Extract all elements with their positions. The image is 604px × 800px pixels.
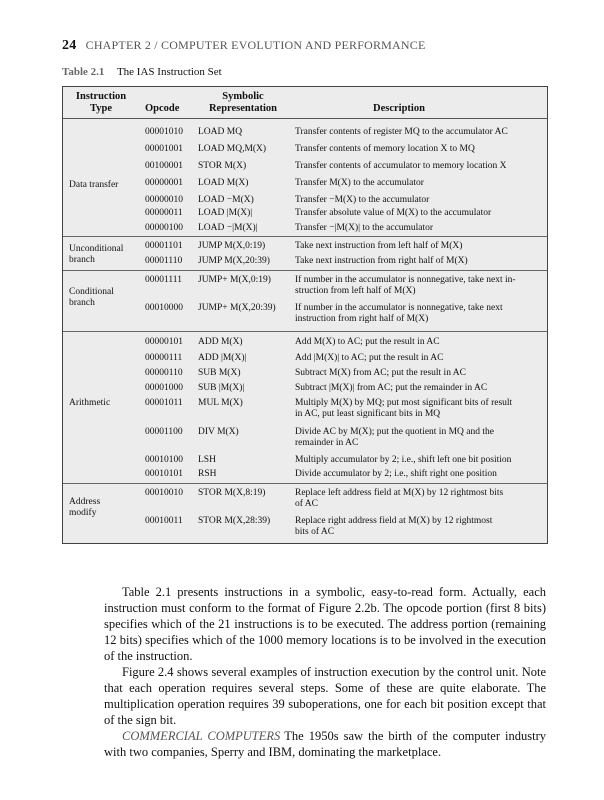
description-cell: [295, 427, 543, 449]
description-cell: Add M(X) to AC; put the result in AC: [295, 337, 440, 347]
description-line2: in AC, put least significant bits in MQ: [295, 409, 441, 419]
symbolic-cell: LOAD −M(X): [198, 195, 254, 205]
header-sym-line1: Symbolic: [222, 91, 264, 102]
paragraph-1: Table 2.1 presents instructions in a symbolic, easy-to-read form. Actually, each instruction must conform to the format of Figure 2.2b. The opcode portion (first 8 bits) specifies which of the 21 instructions is to be executed. The address portion (remaining 12 bits) specifies which of the 1000 memory locations is to be involved in the execution of the instruction.: [104, 585, 546, 663]
opcode-cell: 00001011: [145, 398, 183, 408]
description-cell: [295, 398, 543, 420]
opcode-cell: 00000001: [145, 178, 183, 188]
opcode-cell: 00000111: [145, 353, 183, 363]
description-cell: Subtract M(X) from AC; put the result in AC: [295, 368, 466, 378]
symbolic-cell: LOAD MQ,M(X): [198, 144, 267, 154]
table-number: Table 2.1: [62, 66, 105, 78]
description-cell: Multiply accumulator by 2; i.e., shift left one bit position: [295, 455, 512, 465]
description-cell: Take next instruction from right half of M(X): [295, 256, 468, 266]
description-cell: Transfer −|M(X)| to the accumulator: [295, 223, 434, 233]
description-cell: Subtract |M(X)| from AC; put the remainder in AC: [295, 383, 488, 393]
description-line1: Divide AC by M(X); put the quotient in MQ and the: [295, 427, 494, 437]
symbolic-cell: SUB M(X): [198, 368, 241, 378]
chapter-title: CHAPTER 2 / COMPUTER EVOLUTION AND PERFORMANCE: [85, 38, 426, 52]
description-cell: Transfer contents of register MQ to the accumulator AC: [295, 127, 508, 137]
description-cell: Transfer −M(X) to the accumulator: [295, 195, 430, 205]
description-line1: Replace right address field at M(X) by 12 rightmost: [295, 516, 493, 526]
opcode-cell: 00001100: [145, 427, 183, 437]
description-line2: bits of AC: [295, 527, 335, 537]
group-conditional-branch: [69, 287, 143, 309]
group-unconditional-line2: branch: [69, 255, 95, 265]
header-symbolic: [201, 91, 285, 115]
opcode-cell: 00000011: [145, 208, 183, 218]
description-cell: Add |M(X)| to AC; put the result in AC: [295, 353, 444, 363]
symbolic-cell: STOR M(X,8:19): [198, 488, 266, 498]
body-text: [104, 584, 546, 760]
header-opcode: Opcode: [145, 103, 180, 114]
separator: [63, 331, 547, 332]
description-cell: [295, 303, 543, 325]
header-type-line1: Instruction: [75, 91, 127, 102]
symbolic-cell: ADD |M(X)|: [198, 353, 247, 363]
description-line2: instruction from right half of M(X): [295, 314, 429, 324]
symbolic-cell: JUMP+ M(X,0:19): [198, 275, 271, 285]
page-number: 24: [62, 38, 77, 53]
symbolic-cell: ADD M(X): [198, 337, 243, 347]
header-instruction-type: [69, 91, 133, 115]
description-cell: Divide accumulator by 2; i.e., shift right one position: [295, 469, 497, 479]
opcode-cell: 00000010: [145, 195, 183, 205]
opcode-cell: 00010011: [145, 516, 183, 526]
table-header: [63, 87, 547, 119]
symbolic-cell: JUMP M(X,0:19): [198, 241, 266, 251]
group-unconditional-line1: Unconditional: [69, 244, 124, 254]
opcode-cell: 00000100: [145, 223, 183, 233]
description-cell: Transfer contents of memory location X to MQ: [295, 144, 475, 154]
description-line1: Replace left address field at M(X) by 12 rightmost bits: [295, 488, 504, 498]
group-unconditional-branch: [69, 244, 143, 266]
group-arithmetic: Arithmetic: [69, 398, 111, 408]
symbolic-cell: STOR M(X,28:39): [198, 516, 271, 526]
description-cell: [295, 516, 543, 538]
description-line2: remainder in AC: [295, 438, 359, 448]
group-conditional-line2: branch: [69, 298, 95, 308]
symbolic-cell: LOAD M(X): [198, 178, 249, 188]
description-cell: [295, 275, 543, 297]
opcode-cell: 00010101: [145, 469, 183, 479]
opcode-cell: 00001111: [145, 275, 182, 285]
paragraph-3-text: The 1950s saw the birth of the computer industry with two companies, Sperry and IBM, dominating the marketplace.: [104, 729, 546, 759]
symbolic-cell: JUMP+ M(X,20:39): [198, 303, 276, 313]
symbolic-cell: MUL M(X): [198, 398, 243, 408]
opcode-cell: 00001001: [145, 144, 183, 154]
header-sym-line2: Representation: [208, 103, 278, 114]
opcode-cell: 00001010: [145, 127, 183, 137]
symbolic-cell: LOAD MQ: [198, 127, 243, 137]
description-cell: Transfer contents of accumulator to memory location X: [295, 161, 507, 171]
table-title: The IAS Instruction Set: [116, 66, 222, 78]
description-line2: of AC: [295, 499, 318, 509]
opcode-cell: 00001101: [145, 241, 183, 251]
group-address-line1: Address: [69, 497, 101, 507]
description-cell: Take next instruction from left half of M(X): [295, 241, 463, 251]
table-caption: [62, 66, 222, 78]
description-line1: If number in the accumulator is nonnegative, take next in-: [295, 275, 516, 285]
group-conditional-line1: Conditional: [69, 287, 114, 297]
opcode-cell: 00010100: [145, 455, 183, 465]
opcode-cell: 00010010: [145, 488, 183, 498]
paragraph-3-heading: COMMERCIAL COMPUTERS: [122, 729, 281, 743]
separator: [63, 236, 547, 237]
separator: [63, 483, 547, 484]
opcode-cell: 00100001: [145, 161, 183, 171]
symbolic-cell: LSH: [198, 455, 216, 465]
description-cell: Transfer M(X) to the accumulator: [295, 178, 424, 188]
symbolic-cell: LOAD −|M(X)|: [198, 223, 258, 233]
paragraph-2: Figure 2.4 shows several examples of instruction execution by the control unit. Note that each operation requires several steps. Some of these are quite elaborate. The multiplication operation requires 39 suboperations, one for each bit position except that of the sign bit.: [104, 665, 546, 727]
header-description: Description: [373, 103, 425, 114]
group-address-line2: modify: [69, 508, 97, 518]
opcode-cell: 00001000: [145, 383, 183, 393]
opcode-cell: 00000110: [145, 368, 183, 378]
opcode-cell: 00000101: [145, 337, 183, 347]
group-address-modify: [69, 497, 143, 519]
instruction-set-table: [62, 86, 548, 544]
symbolic-cell: SUB |M(X)|: [198, 383, 245, 393]
opcode-cell: 00001110: [145, 256, 183, 266]
symbolic-cell: RSH: [198, 469, 217, 479]
header-type-line2: Type: [90, 103, 112, 114]
opcode-cell: 00010000: [145, 303, 183, 313]
description-cell: Transfer absolute value of M(X) to the accumulator: [295, 208, 492, 218]
description-line1: If number in the accumulator is nonnegative, take next: [295, 303, 503, 313]
paragraph-3: [104, 728, 546, 760]
description-line1: Multiply M(X) by MQ; put most significant bits of result: [295, 398, 513, 408]
symbolic-cell: DIV M(X): [198, 427, 239, 437]
symbolic-cell: STOR M(X): [198, 161, 247, 171]
running-header: [62, 38, 426, 54]
description-cell: [295, 488, 543, 510]
group-data-transfer: Data transfer: [69, 180, 119, 190]
separator: [63, 270, 547, 271]
symbolic-cell: JUMP M(X,20:39): [198, 256, 270, 266]
symbolic-cell: LOAD |M(X)|: [198, 208, 253, 218]
description-line2: struction from left half of M(X): [295, 286, 416, 296]
